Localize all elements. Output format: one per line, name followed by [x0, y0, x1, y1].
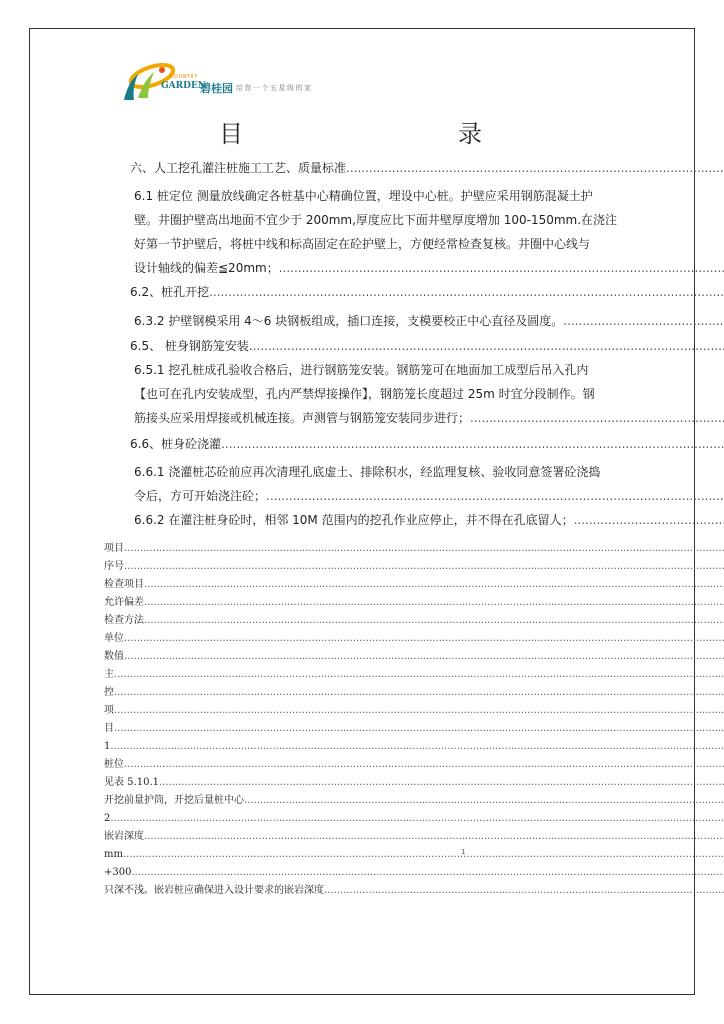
toc-leader	[110, 738, 724, 756]
toc-entry[interactable]	[134, 460, 724, 508]
toc-title-left: 目	[219, 120, 243, 148]
small-toc-entry[interactable]	[104, 558, 724, 576]
toc-leader	[244, 792, 724, 810]
toc-entry[interactable]	[134, 358, 724, 430]
toc-leader	[114, 702, 724, 720]
toc-leader	[144, 828, 724, 846]
toc-entry-text: 6.2、桩孔开挖	[130, 285, 210, 299]
toc-leader	[124, 630, 724, 648]
small-toc-entry[interactable]	[104, 612, 724, 630]
toc-entry[interactable]	[134, 309, 724, 333]
toc-leader	[324, 882, 724, 900]
small-toc-entry[interactable]	[104, 702, 724, 720]
toc-entry[interactable]	[134, 184, 724, 280]
company-logo	[118, 60, 378, 108]
small-toc-entry[interactable]	[104, 738, 724, 756]
toc-entry-text: 6.6.1 浇灌桩芯砼前应再次清理孔底虚土、排除积水，经监理复核、验收同意签署砼浇捣	[134, 465, 601, 479]
toc-leader	[266, 484, 724, 508]
toc-entry-text: 壁。井圈护壁高出地面不宜少于 200mm,厚度应比下面井壁厚度增加 100-150mm.在浇注	[134, 213, 618, 227]
small-toc-text: 序号	[104, 561, 124, 572]
small-toc-entry[interactable]	[104, 864, 724, 882]
brand-name-en: GARDEN	[161, 81, 207, 91]
small-toc-text: +300	[104, 867, 132, 878]
brand-tagline-en: COUNTRY	[170, 74, 198, 80]
toc-entry-text: 6.5、 桩身钢筋笼安装	[130, 339, 249, 353]
small-toc-entry[interactable]	[104, 540, 724, 558]
toc-leader	[144, 576, 724, 594]
toc-entry[interactable]	[130, 280, 724, 304]
toc-entry-text: 筋接头应采用焊接或机械连接。声测管与钢筋笼安装同步进行；	[134, 411, 471, 425]
toc-leader	[470, 406, 724, 430]
toc-entry-text: 6.6、桩身砼浇灌	[130, 437, 222, 451]
toc-leader	[124, 540, 724, 558]
toc-leader	[114, 684, 724, 702]
toc-leader	[279, 256, 724, 280]
toc-leader	[209, 280, 724, 304]
toc-leader	[124, 558, 724, 576]
toc-entry-text: 6.6.2 在灌注桩身砼时，相邻 10M 范围内的挖孔作业应停止，并不得在孔底留人；	[134, 513, 574, 527]
small-toc-text: 桩位	[104, 759, 124, 770]
small-toc-text: 项	[104, 705, 114, 716]
toc-entry-text: 6.1 桩定位 测量放线确定各桩基中心精确位置，埋设中心桩。护壁应采用钢筋混凝土护	[134, 189, 593, 203]
toc-leader	[144, 594, 724, 612]
toc-entry-text: 好第一节护壁后，将桩中线和标高固定在砼护壁上，方便经常检查复核。井圈中心线与	[134, 237, 591, 251]
small-toc-text: 目	[104, 723, 114, 734]
small-toc-entry[interactable]	[104, 666, 724, 684]
toc-entry[interactable]	[130, 432, 724, 456]
toc-leader	[221, 432, 724, 456]
toc-entry[interactable]	[130, 156, 724, 180]
toc-leader	[124, 756, 724, 774]
toc-leader	[114, 720, 724, 738]
small-toc-list	[104, 540, 724, 900]
toc-entry-text: 设计轴线的偏差≦20mm；	[134, 261, 279, 275]
toc-title-right: 录	[458, 120, 482, 148]
page-number: 1	[461, 848, 466, 856]
toc-leader	[123, 846, 724, 864]
small-toc-text: 见表 5.10.1	[104, 777, 159, 788]
small-toc-text: mm	[104, 849, 123, 860]
small-toc-text: 2	[104, 813, 111, 824]
small-toc-entry[interactable]	[104, 810, 724, 828]
small-toc-text: 单位	[104, 633, 124, 644]
toc-leader	[144, 612, 724, 630]
small-toc-entry[interactable]	[104, 576, 724, 594]
toc-entry-text: 令后，方可开始浇注砼；	[134, 489, 267, 503]
small-toc-entry[interactable]	[104, 594, 724, 612]
small-toc-text: 1	[104, 741, 111, 752]
toc-entry-text: 6.3.2 护壁钢模采用 4～6 块钢板组成，插口连接，支模要校正中心直径及圆度。	[134, 314, 564, 328]
small-toc-entry[interactable]	[104, 684, 724, 702]
small-toc-text: 允许偏差	[104, 597, 144, 608]
small-toc-entry[interactable]	[104, 828, 724, 846]
small-toc-entry[interactable]	[104, 882, 724, 900]
small-toc-text: 只深不浅。嵌岩桩应确保进入设计要求的嵌岩深度	[104, 885, 324, 896]
small-toc-entry[interactable]	[104, 720, 724, 738]
toc-leader	[159, 774, 724, 792]
toc-entry-text: 【也可在孔内安装成型，孔内严禁焊接操作】，钢筋笼长度超过 25m 时宜分段制作。钢	[134, 387, 595, 401]
small-toc-text: 主	[104, 669, 114, 680]
brand-slogan: 给您一个五星级的家	[236, 84, 313, 92]
small-toc-text: 检查项目	[104, 579, 144, 590]
toc-leader	[110, 810, 724, 828]
small-toc-text: 数值	[104, 651, 124, 662]
small-toc-text: 开挖前量护筒，开挖后量桩中心	[104, 795, 244, 806]
small-toc-entry[interactable]	[104, 792, 724, 810]
toc-leader	[114, 666, 724, 684]
small-toc-entry[interactable]	[104, 630, 724, 648]
toc-leader	[124, 648, 724, 666]
small-toc-text: 控	[104, 687, 114, 698]
small-toc-entry[interactable]	[104, 846, 724, 864]
small-toc-text: 检查方法	[104, 615, 144, 626]
small-toc-entry[interactable]	[104, 648, 724, 666]
small-toc-text: 嵌岩深度	[104, 831, 144, 842]
toc-leader	[574, 508, 724, 532]
toc-entry[interactable]	[134, 508, 724, 532]
toc-leader	[131, 864, 724, 882]
brand-name-cn: 碧桂园	[200, 82, 233, 95]
small-toc-text: 项目	[104, 543, 124, 554]
small-toc-entry[interactable]	[104, 774, 724, 792]
toc-entry[interactable]	[130, 334, 724, 358]
toc-leader	[249, 334, 724, 358]
toc-entry-text: 6.5.1 挖孔桩成孔验收合格后，进行钢筋笼安装。钢筋笼可在地面加工成型后吊入孔内	[134, 363, 589, 377]
toc-leader	[563, 309, 724, 333]
toc-leader	[346, 156, 724, 180]
toc-entry-text: 六、人工挖孔灌注桩施工工艺、质量标准	[130, 161, 347, 175]
small-toc-entry[interactable]	[104, 756, 724, 774]
